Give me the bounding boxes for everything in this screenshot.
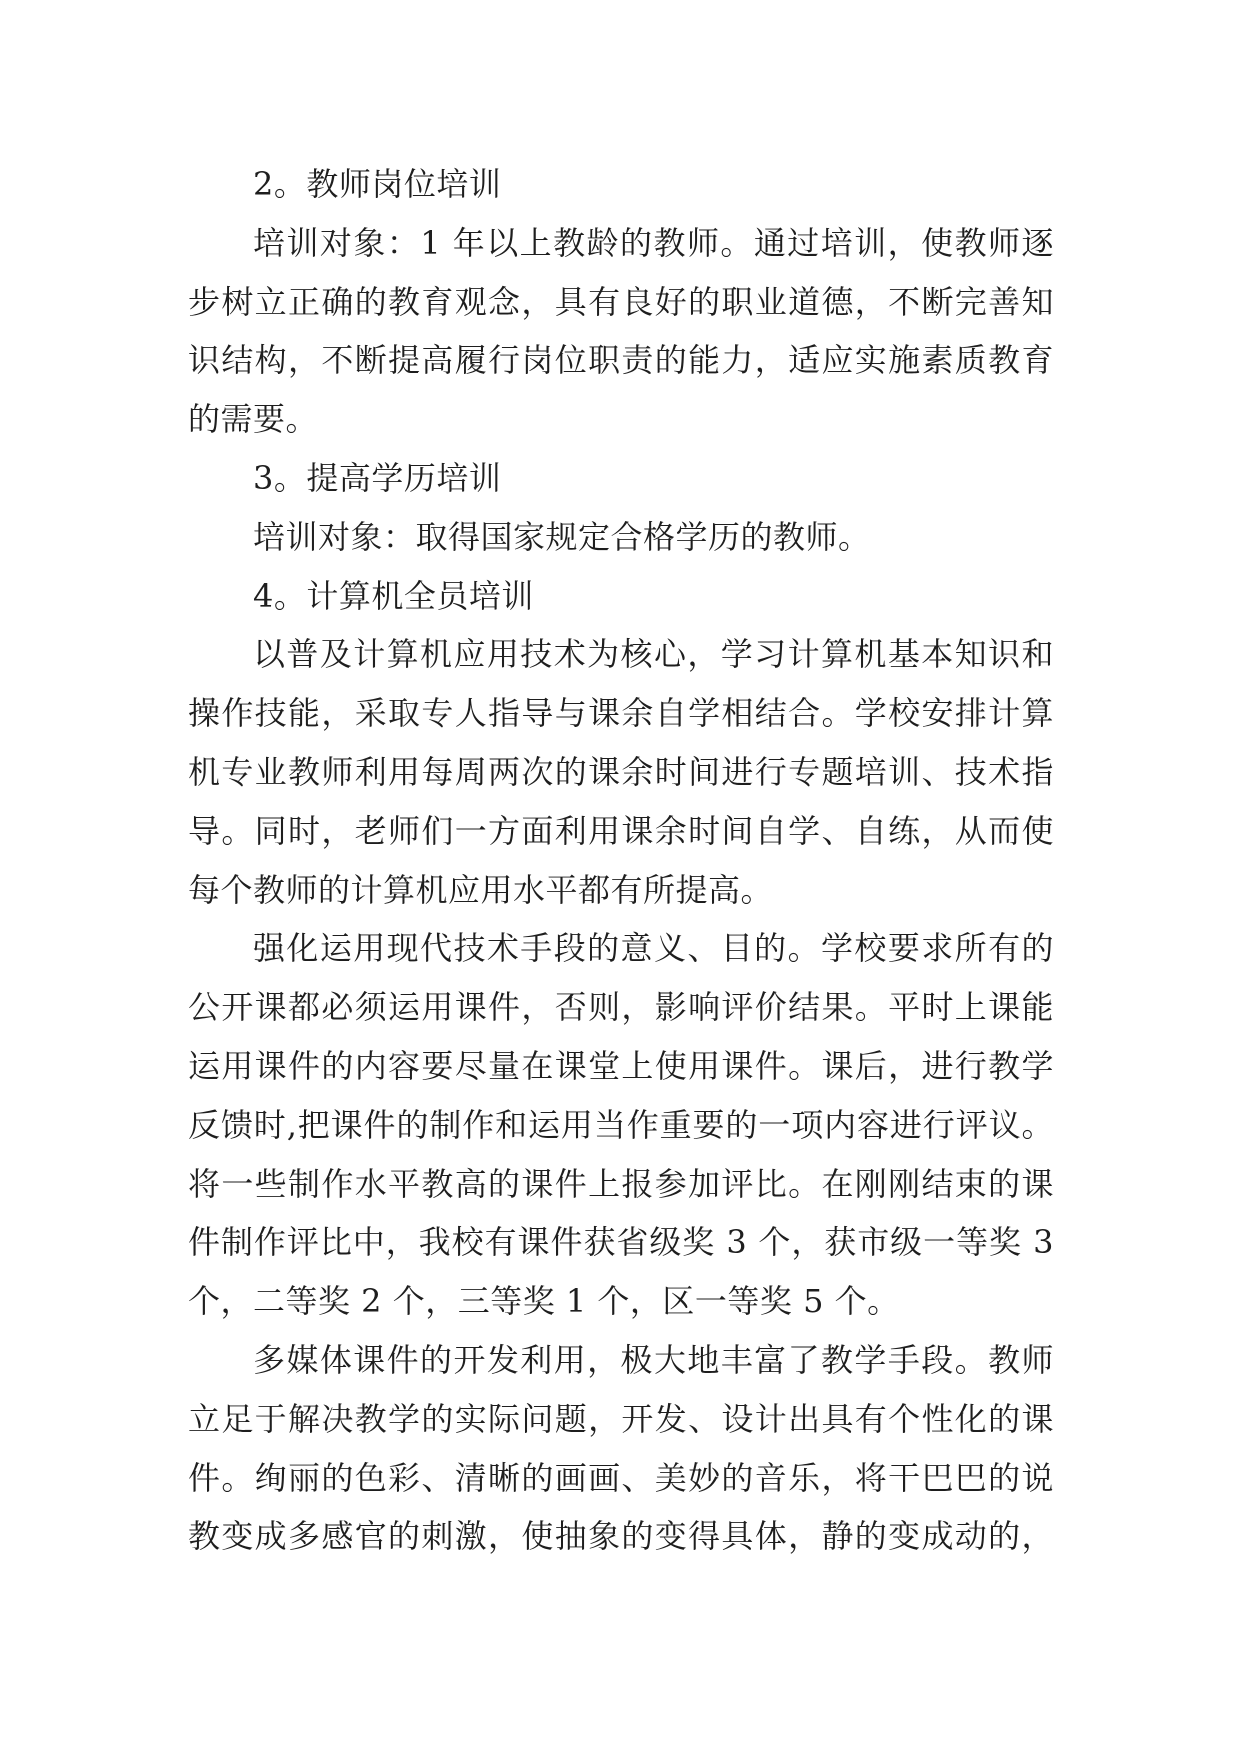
text-line: 件制作评比中，我校有课件获省级奖 3 个，获市级一等奖 3	[188, 1223, 1054, 1262]
text-line: 教变成多感官的刺激，使抽象的变得具体，静的变成动的，	[188, 1517, 1054, 1556]
section-heading-degree-training	[188, 449, 1054, 508]
text-line: 机专业教师利用每周两次的课余时间进行专题培训、技术指	[188, 752, 1054, 791]
text-line: 多媒体课件的开发利用，极大地丰富了教学手段。教师	[253, 1340, 1054, 1379]
text-line: 立足于解决教学的实际问题，开发、设计出具有个性化的课	[188, 1399, 1054, 1438]
text-line: 识结构，不断提高履行岗位职责的能力，适应实施素质教育	[188, 341, 1054, 380]
text-line: 步树立正确的教育观念，具有良好的职业道德，不断完善知	[188, 282, 1054, 321]
text-line: 以普及计算机应用技术为核心，学习计算机基本知识和	[253, 635, 1054, 674]
paragraph-multimedia-courseware	[188, 1331, 1054, 1566]
text-line: 运用课件的内容要尽量在课堂上使用课件。课后，进行教学	[188, 1046, 1054, 1085]
text-line: 操作技能，采取专人指导与课余自学相结合。学校安排计算	[188, 694, 1054, 733]
section-heading-computer-training	[188, 567, 1054, 626]
paragraph-degree-training-target	[188, 508, 1054, 567]
text-line: 强化运用现代技术手段的意义、目的。学校要求所有的	[253, 929, 1054, 968]
heading-line: 2。教师岗位培训	[253, 165, 502, 203]
text-line: 个，二等奖 2 个，三等奖 1 个，区一等奖 5 个。	[188, 1282, 900, 1321]
text-line: 公开课都必须运用课件，否则，影响评价结果。平时上课能	[188, 988, 1054, 1027]
heading-line: 3。提高学历培训	[253, 458, 502, 497]
text-line: 反馈时,把课件的制作和运用当作重要的一项内容进行评议。	[188, 1105, 1054, 1144]
body-text	[188, 155, 1054, 1566]
text-line: 培训对象：取得国家规定合格学历的教师。	[253, 517, 871, 556]
paragraph-post-training-target	[188, 214, 1054, 449]
text-line: 将一些制作水平教高的课件上报参加评比。在刚刚结束的课	[188, 1164, 1054, 1203]
paragraph-modern-technology	[188, 919, 1054, 1331]
text-line: 培训对象：1 年以上教龄的教师。通过培训，使教师逐	[253, 223, 1054, 262]
text-line: 件。绚丽的色彩、清晰的画画、美妙的音乐，将干巴巴的说	[188, 1458, 1054, 1497]
text-line: 导。同时，老师们一方面利用课余时间自学、自练，从而使	[188, 811, 1054, 850]
text-line: 每个教师的计算机应用水平都有所提高。	[188, 870, 774, 909]
paragraph-computer-training	[188, 625, 1054, 919]
section-heading-teacher-post-training	[188, 155, 1054, 214]
heading-line: 4。计算机全员培训	[253, 576, 534, 615]
text-line: 的需要。	[188, 400, 319, 439]
